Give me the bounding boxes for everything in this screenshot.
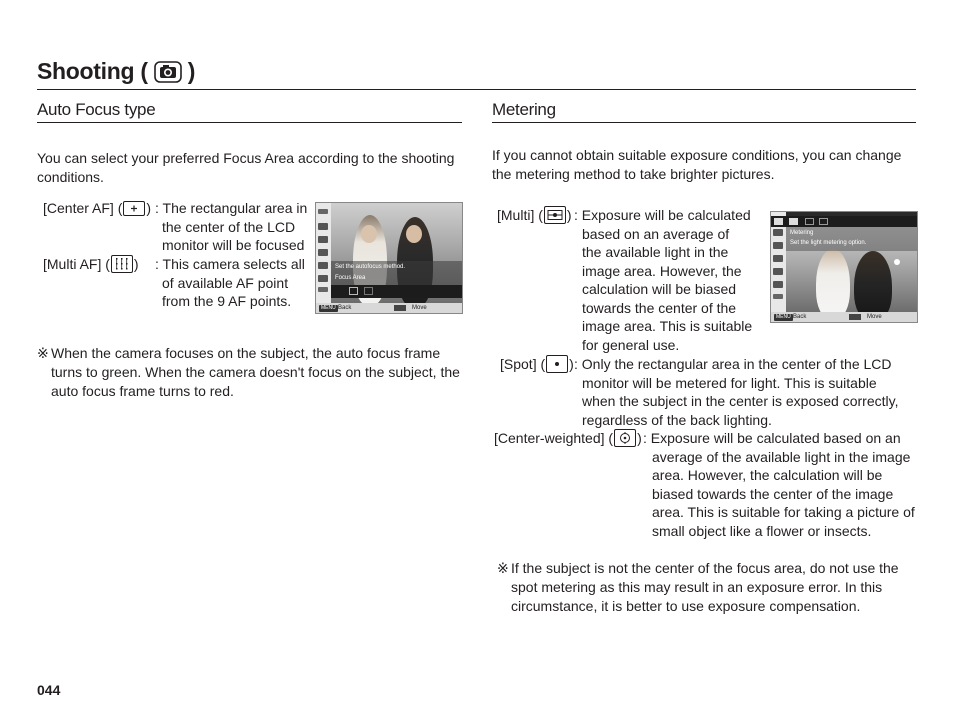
screen-menu-title: Metering (790, 230, 814, 236)
spot-metering-icon (546, 355, 568, 373)
option-center-weighted-metering: [Center-weighted] ( ) : Exposure will be calculated based on an average of the available light in the image area. However, the calculation will be biased towards the center of the image area. This is suitable for taking a picture of small object like a flower or insects. (494, 430, 915, 539)
page-title-end: ) (187, 58, 196, 84)
page-title (37, 58, 195, 85)
screen-side-menu (316, 203, 331, 313)
section-heading-auto-focus: Auto Focus type (37, 100, 156, 119)
metering-multi-option-icon (774, 218, 783, 225)
page-number: 044 (37, 682, 61, 698)
focus-center-option-icon (349, 287, 358, 295)
camera-icon (154, 61, 182, 83)
metering-note: ※ If the subject is not the center of the focus area, do not use the spot metering as this may result in an exposure error. In this circumstance, it is better to use exposure compensation. (497, 560, 899, 614)
option-spot-metering: [Spot] ( ) : Only the rectangular area in the center of the LCD monitor will be metered for light. This is suitable when the subject in the center is exposed correctly, regardless of the back lighting. (500, 356, 899, 428)
metering-center-option-icon (789, 218, 798, 225)
section-divider (37, 122, 462, 123)
section-divider (492, 122, 916, 123)
auto-focus-note: ※ When the camera focuses on the subject, the auto focus frame turns to green. When the camera doesn't focus on the subject, the auto focus frame turns to red. (37, 345, 460, 399)
screen-menu-title: Focus Area (335, 275, 366, 281)
center-weighted-icon (614, 429, 636, 447)
screen-bottom-bar: MENU Back Move (316, 303, 462, 313)
camera-screen-metering (770, 211, 918, 323)
option-multi-af: [Multi AF] ( ) : This camera selects all of available AF point from the 9 AF points. (43, 256, 305, 309)
metering-spot-option-icon (805, 218, 814, 225)
dpad-icon (394, 305, 406, 311)
option-multi-metering: [Multi] ( ) : Exposure will be calculated based on an average of the available light in the image area. However, the calculation will be biased towards the center of the image area. This is suitable for general use. (497, 207, 753, 353)
camera-screen-focus-area (315, 202, 463, 314)
metering-center-weighted-option-icon (819, 218, 828, 225)
screen-option-strip (331, 285, 462, 298)
screen-bottom-bar: MENU Back Move (771, 312, 917, 322)
screen-option-strip (771, 216, 917, 227)
option-center-af: [Center AF] ( ) : The rectangular area in the center of the LCD monitor will be focused (43, 200, 308, 253)
screen-side-menu (771, 212, 786, 322)
multi-af-icon (111, 255, 133, 273)
auto-focus-intro: You can select your preferred Focus Area according to the shooting conditions. (37, 150, 455, 185)
title-divider (37, 89, 916, 90)
dpad-icon (849, 314, 861, 320)
page-title-text: Shooting ( (37, 58, 148, 84)
focus-multi-option-icon (364, 287, 373, 295)
center-af-icon (123, 201, 145, 216)
section-heading-metering: Metering (492, 100, 556, 119)
screen-hint: Set the light metering option. (790, 240, 867, 246)
metering-intro: If you cannot obtain suitable exposure conditions, you can change the metering method to take brighter pictures. (492, 147, 902, 182)
multi-metering-icon (544, 206, 566, 224)
screen-hint: Set the autofocus method. (335, 264, 406, 270)
